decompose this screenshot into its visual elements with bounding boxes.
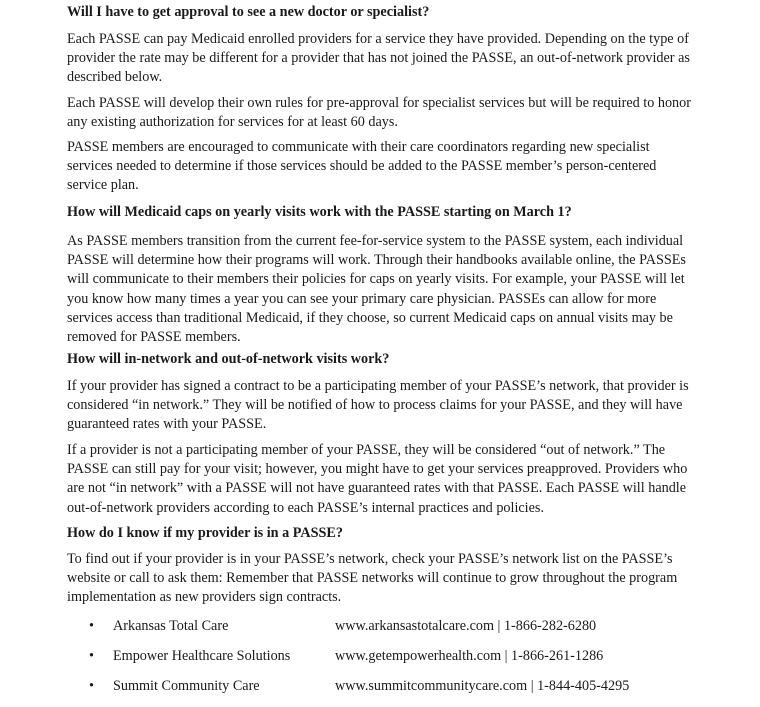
- bullet-icon: •: [89, 648, 94, 664]
- paragraph: Each PASSE will develop their own rules for pre-approval for specialist services but will be required to honor any existing authorization for services for at least 60 days.: [67, 95, 691, 131]
- section-heading: How will in-network and out-of-network visits work?: [67, 351, 390, 367]
- paragraph: If your provider has signed a contract to be a participating member of your PASSE’s network, that provider is considered “in network.” They will be notified of how to process claims for your PASSE, and they will have guaranteed rates with your PASSE.: [67, 378, 689, 433]
- bullet-icon: •: [89, 678, 94, 694]
- passe-name: Summit Community Care: [113, 678, 260, 694]
- section-heading: How do I know if my provider is in a PASSE?: [67, 525, 343, 541]
- passe-name: Arkansas Total Care: [113, 618, 229, 634]
- paragraph: PASSE members are encouraged to communicate with their care coordinators regarding new specialist services needed to determine if those services should be added to the PASSE member’s person-centered service plan.: [67, 139, 657, 194]
- list-item: [67, 617, 697, 647]
- passe-contact[interactable]: www.summitcommunitycare.com | 1-844-405-4295: [335, 678, 630, 694]
- passe-name: Empower Healthcare Solutions: [113, 648, 291, 664]
- passe-contact[interactable]: www.getempowerhealth.com | 1-866-261-1286: [335, 648, 604, 664]
- passe-contact-list: [67, 617, 697, 707]
- paragraph: As PASSE members transition from the current fee-for-service system to the PASSE system, each individual PASSE will determine how their programs will work. Through their handbooks available online, the PASSEs will communicate to their members their policies for caps on yearly visits. For example, your PASSE will let you know how many times a year you can see your primary care physician. PASSEs can allow for more services access than traditional Medicaid, if they choose, so current Medicaid caps on annual visits may be removed for PASSE members.: [67, 233, 686, 346]
- paragraph: If a provider is not a participating member of your PASSE, they will be considered “out of network.” The PASSE can still pay for your visit; however, you might have to get your services preapproved. Providers who are not “in network” with a PASSE will not have guaranteed rates with that PASSE. Each PASSE will handle out-of-network providers according to each PASSE’s internal practices and policies.: [67, 442, 688, 516]
- paragraph: To find out if your provider is in your PASSE’s network, check your PASSE’s network list on the PASSE’s website or call to ask them: Remember that PASSE networks will continue to grow throughout the program implementation as new providers sign contracts.: [67, 551, 678, 606]
- section-heading: Will I have to get approval to see a new doctor or specialist?: [67, 4, 430, 20]
- bullet-icon: •: [89, 618, 94, 634]
- list-item: [67, 647, 697, 677]
- paragraph: Each PASSE can pay Medicaid enrolled providers for a service they have provided. Depending on the type of provider the rate may be different for a provider that has not joined the PASSE, an out-of-network provider as described below.: [67, 31, 690, 86]
- passe-contact[interactable]: www.arkansastotalcare.com | 1-866-282-6280: [335, 618, 597, 634]
- section-heading: How will Medicaid caps on yearly visits work with the PASSE starting on March 1?: [67, 204, 572, 220]
- list-item: [67, 677, 697, 707]
